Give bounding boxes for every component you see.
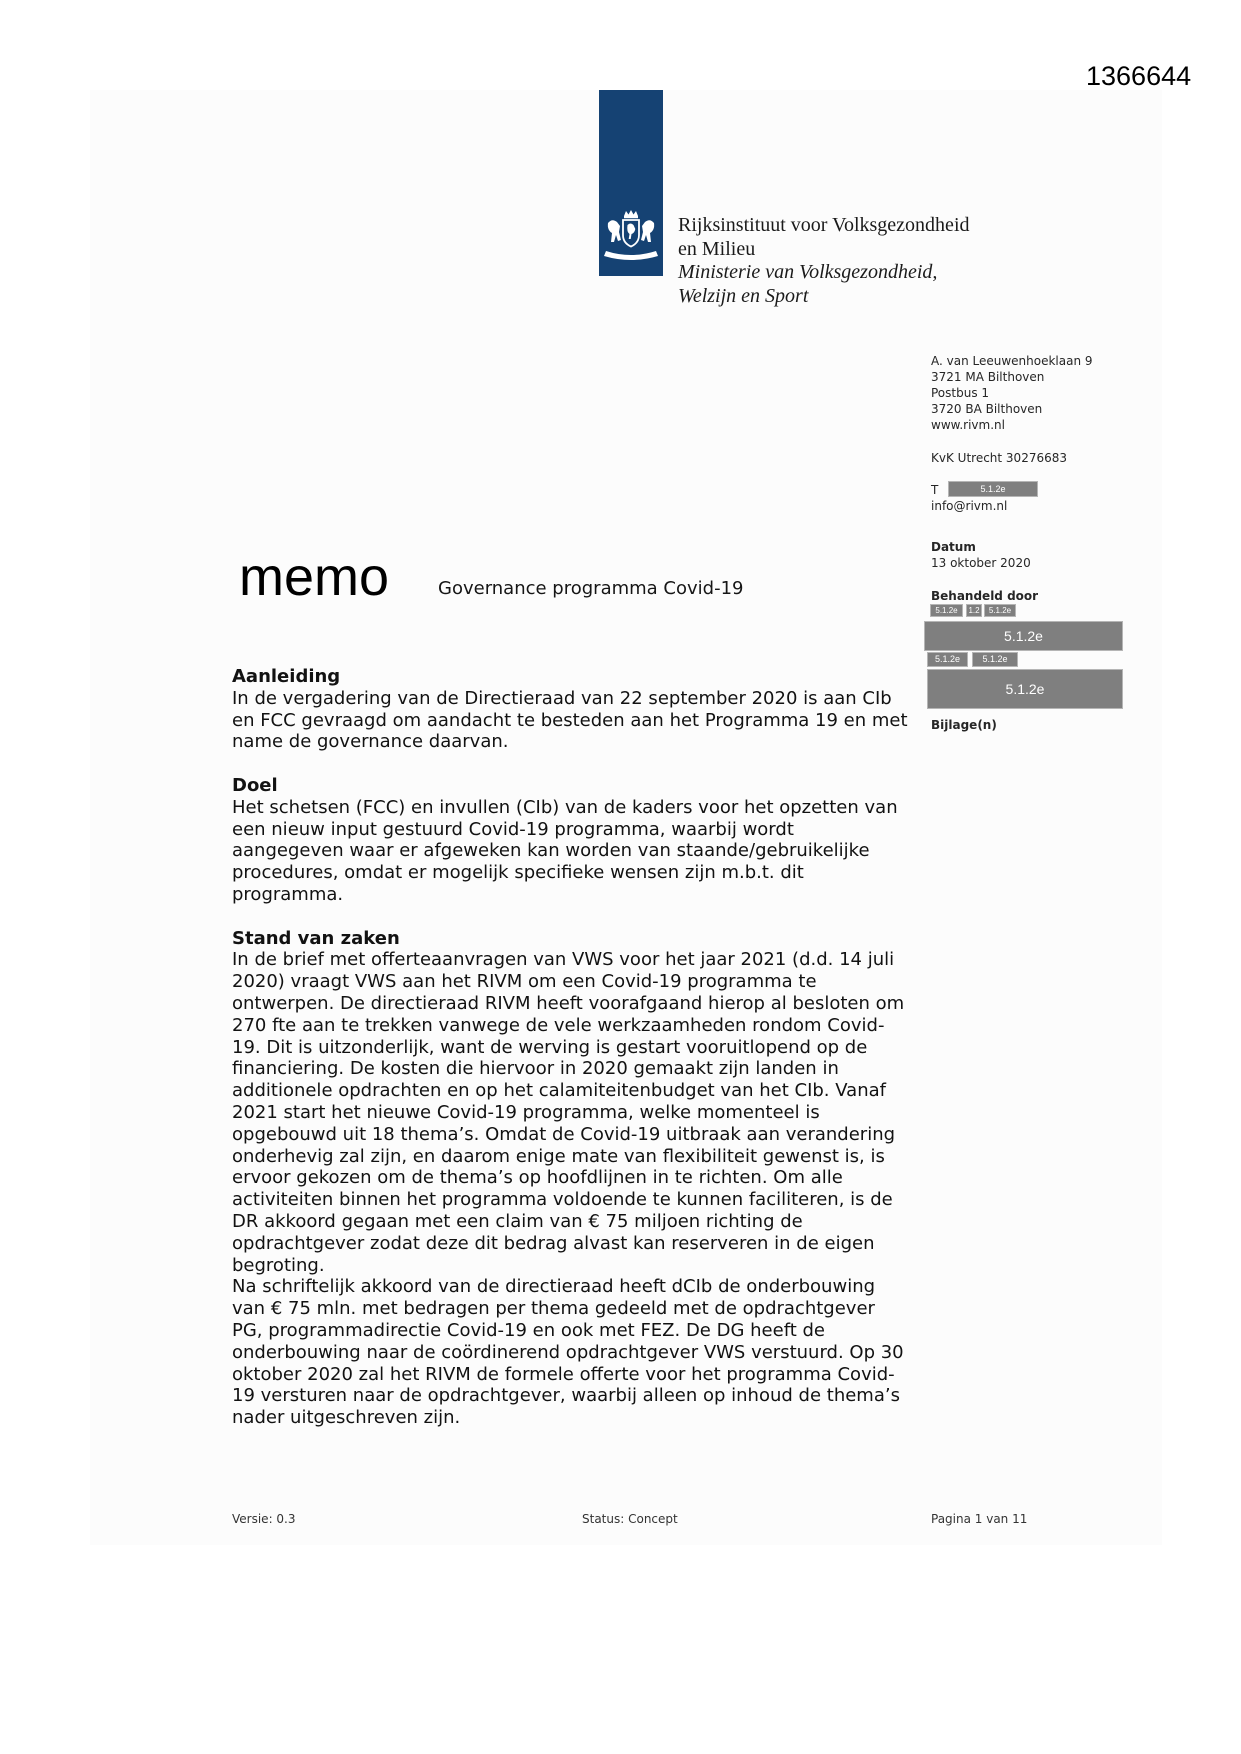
body-line: aangegeven waar er afgeweken kan worden van staande/gebruikelijke xyxy=(232,840,870,862)
org-line-1: Rijksinstituut voor Volksgezondheid xyxy=(678,214,970,236)
logo-bar xyxy=(599,90,663,276)
body-line: Het schetsen (FCC) en invullen (CIb) van de kaders voor het opzetten van xyxy=(232,796,898,818)
website-text: www.rivm.nl xyxy=(931,418,1005,432)
footer-version: Versie: 0.3 xyxy=(232,1512,296,1526)
memo-section xyxy=(232,775,922,906)
address-block xyxy=(931,353,1093,433)
phone-redaction: 5.1.2e xyxy=(949,482,1037,496)
handled-by-redaction: 5.1.2e xyxy=(985,605,1015,616)
address-line: Postbus 1 xyxy=(931,386,990,400)
document-number: 1366644 xyxy=(1086,61,1192,91)
section-heading: Stand van zaken xyxy=(232,927,400,949)
body-line: onderbouwing naar de coördinerend opdrachtgever VWS verstuurd. Op 30 xyxy=(232,1341,904,1363)
body-line: 19 versturen naar de opdrachtgever, waarbij alleen op inhoud de thema’s xyxy=(232,1385,900,1407)
phone-label: T xyxy=(931,483,939,497)
address-line: 3720 BA Bilthoven xyxy=(931,402,1043,416)
handled-by-redaction: 1.2 xyxy=(968,606,980,615)
handled-by-redaction-box: 5.1.2e xyxy=(928,670,1122,708)
memo-body xyxy=(232,666,922,1429)
address-line: A. van Leeuwenhoeklaan 9 xyxy=(931,354,1093,368)
footer-page-number: Pagina 1 van 11 xyxy=(931,1512,1028,1526)
memo-section xyxy=(232,666,922,753)
body-line: onderhevig zal zijn, en daarom enige mate van flexibiliteit gewenst is, is xyxy=(232,1145,885,1167)
body-line: activiteiten binnen het programma voldoende te kunnen faciliteren, is de xyxy=(232,1189,893,1211)
body-line: van € 75 mln. met bedragen per thema gedeeld met de opdrachtgever xyxy=(232,1298,875,1320)
body-line: 2020) vraagt VWS aan het RIVM om een Covid-19 programma te xyxy=(232,971,817,993)
body-line: programma. xyxy=(232,883,344,905)
handled-by-label: Behandeld door xyxy=(931,589,1039,603)
ministry-line-2: Welzijn en Sport xyxy=(678,285,809,308)
body-line: PG, programmadirectie Covid-19 en ook met FEZ. De DG heeft de xyxy=(232,1319,825,1341)
organisation-name xyxy=(678,214,970,309)
memo-section xyxy=(232,928,922,1429)
date-label: Datum xyxy=(931,540,976,554)
body-line: ontwerpen. De directieraad RIVM heeft voorafgaand hierop al besloten om xyxy=(232,992,905,1014)
kvk-number: KvK Utrecht 30276683 xyxy=(931,451,1067,465)
body-line: begroting. xyxy=(232,1254,325,1276)
body-line: nader uitgeschreven zijn. xyxy=(232,1407,461,1429)
section-heading: Aanleiding xyxy=(232,666,341,687)
body-line: en FCC gevraagd om aandacht te besteden aan het Programma 19 en met xyxy=(232,709,908,731)
body-line: name de governance daarvan. xyxy=(232,731,509,753)
body-line: 270 fte aan te trekken vanwege de vele werkzaamheden rondom Covid- xyxy=(232,1014,885,1036)
section-heading: Doel xyxy=(232,774,278,796)
body-line: procedures, omdat er mogelijk specifieke wensen zijn m.b.t. dit xyxy=(232,862,804,884)
handled-by-redaction: 5.1.2e xyxy=(973,653,1017,666)
date-value: 13 oktober 2020 xyxy=(931,556,1031,570)
body-line: financiering. De kosten die hiervoor in 2020 gemaakt zijn landen in xyxy=(232,1058,839,1080)
memo-subject: Governance programma Covid-19 xyxy=(438,578,744,599)
body-line: In de brief met offerteaanvragen van VWS voor het jaar 2021 (d.d. 14 juli xyxy=(232,949,895,971)
ministry-line-1: Ministerie van Volksgezondheid, xyxy=(678,261,938,284)
address-line: 3721 MA Bilthoven xyxy=(931,370,1045,384)
body-line: opgebouwd uit 18 thema’s. Omdat de Covid-19 uitbraak aan verandering xyxy=(232,1123,896,1145)
attachments-label: Bijlage(n) xyxy=(931,718,997,732)
coat-of-arms-icon xyxy=(603,208,659,264)
handled-by-redaction: 5.1.2e xyxy=(928,653,967,666)
body-line: ervoor gekozen om de thema’s op hoofdlijnen in te richten. Om alle xyxy=(232,1167,843,1189)
body-line: DR akkoord gegaan met een claim van € 75 miljoen richting de xyxy=(232,1210,803,1232)
body-line: een nieuw input gestuurd Covid-19 programma, waarbij wordt xyxy=(232,818,794,840)
email-text: info@rivm.nl xyxy=(931,499,1008,513)
body-line: In de vergadering van de Directieraad van 22 september 2020 is aan CIb xyxy=(232,687,892,709)
body-line: oktober 2020 zal het RIVM de formele offerte voor het programma Covid- xyxy=(232,1363,895,1385)
footer-status: Status: Concept xyxy=(582,1512,678,1526)
body-line: Na schriftelijk akkoord van de directieraad heeft dCIb de onderbouwing xyxy=(232,1276,876,1298)
body-line: 2021 start het nieuwe Covid-19 programma, welke momenteel is xyxy=(232,1101,820,1123)
body-line: 19. Dit is uitzonderlijk, want de werving is gestart vooruitlopend op de xyxy=(232,1036,868,1058)
body-line: opdrachtgever zodat deze dit bedrag alvast kan reserveren in de eigen xyxy=(232,1232,875,1254)
body-line: additionele opdrachten en op het calamiteitenbudget van het CIb. Vanaf xyxy=(232,1080,886,1102)
org-line-2: en Milieu xyxy=(678,237,756,260)
handled-by-redaction: 5.1.2e xyxy=(931,605,962,616)
handled-by-redaction-box: 5.1.2e xyxy=(925,622,1122,650)
memo-label: memo xyxy=(239,547,390,607)
